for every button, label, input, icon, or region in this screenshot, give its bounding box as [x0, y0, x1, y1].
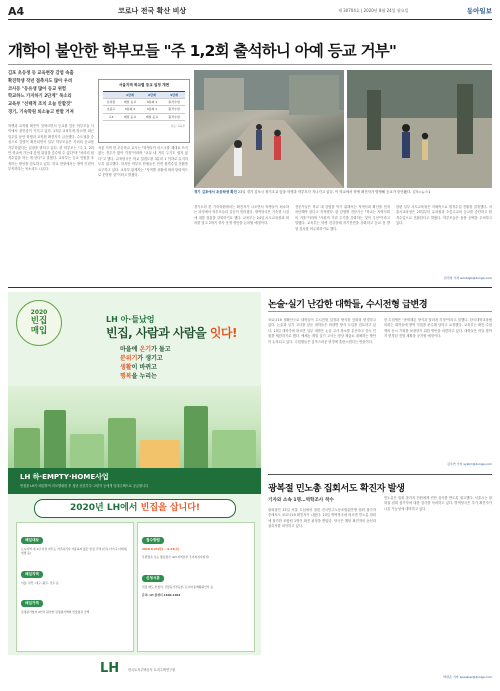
buy-banner-plain: 2020년 LH에서	[69, 503, 141, 513]
main-headline: 개학이 불안한 학부모들 "주 1,2회 출석하니 아예 등교 거부"	[8, 42, 397, 60]
panel-text: 도시지역 내 1년 이상 아무도 거주하거나 사용하지 않은 빈집 주택 (단독·다가구·다세대·연립 등)	[21, 547, 128, 556]
panel-heading: 매입대상	[21, 537, 43, 544]
subhead-line: 교육부 "선택적 조치 오늘 안할것"	[8, 102, 73, 108]
panel-text: 서울, 부산, 대구, 광주, 전주 등	[21, 580, 59, 585]
page-number: A4	[8, 5, 25, 18]
slogan-accent: 분위기	[120, 355, 138, 362]
program-title: LH 하·EMPTY·HOME사업	[20, 473, 109, 481]
story3-headline: 광복절 민노총 집회서도 확진자 발생	[268, 483, 405, 494]
table-title: 서울지역 학교별 등교 일정 개편	[118, 83, 170, 87]
story3-byline: 박상준 기자 speakup@donga.com	[443, 675, 492, 679]
ad-brand: LH 아·들났엉	[106, 315, 155, 324]
ad-slogan-line	[120, 362, 171, 371]
caption-title: 경기 김포에서 초등학생 확진	[194, 190, 237, 194]
table-cell: 매일 등교	[141, 114, 163, 121]
panel-text: 우편접수 또는 방문접수 (LH 지역본부 주거복지사업처)	[142, 555, 210, 560]
table-cell: 고3	[103, 114, 119, 121]
buy-banner-accent: 빈집을 삽니다!	[140, 503, 201, 513]
table-cell: 원격수업	[163, 99, 185, 106]
dateline: 제 30704호 | 2020년 8월 24일 월요일	[338, 8, 409, 13]
table-header	[103, 92, 119, 99]
panel-heading: 매입가격	[21, 600, 43, 607]
ad-headline	[106, 324, 237, 341]
headline-rule	[8, 64, 492, 65]
slogan-accent: 온기	[139, 346, 152, 353]
main-byline: 전주영 기자 aimhigh@donga.com	[443, 276, 492, 280]
table-cell: 원격수업	[163, 106, 185, 113]
ad-slogan-list	[120, 344, 171, 380]
photo-credit: 김포=뉴스1	[412, 190, 431, 194]
masthead	[8, 5, 492, 20]
story2-rule	[268, 311, 492, 312]
empty-house-badge	[16, 300, 62, 346]
table-source: 자료: 교육부	[170, 124, 185, 128]
subhead-line: 경기, 기숙학원 퇴소놓고 반발 거져	[8, 109, 74, 115]
lh-org-name: 한국토지주택공사 토지주택연구원	[128, 668, 176, 672]
subhead-line: 코사등 "등유생 많아 등교 위험	[8, 86, 67, 92]
program-desc: 빈집을 LH가 매입하여 리모델링한 후 청년·신혼부부·고령자 등에게 임대주택으로 공급합니다	[20, 484, 149, 488]
slogan-rest: 이 바뀌고	[131, 364, 157, 371]
ad-headline-plain: 빈집, 사람과 사람을	[106, 326, 207, 340]
contact-text: 문의: LH 콜센터 1600-1004	[142, 592, 181, 597]
story3-subhead: 기자와 소속 1명…역학조사 착수	[268, 498, 334, 503]
ad-slogan-line	[120, 344, 171, 353]
main-body-col-1: 학생과 교직원 확진이 잇따르면서 등교를 앞둔 학부모들 사이에서 불안감이 커지고 있다. 23일 교육부에 따르면 최근 일주일 동안 학생과 교직원 확진자가 급증했다. 수도권을 중심으로 감염이 확산되면서 일부 학부모들은 자녀의 등교를 거부하겠다는 입장을 밝히고 있다. 한 학부모는 "주 1, 2회만 학교에 가는데 감염 위험을 감수할 수 없다"며 "차라리 원격수업을 하는 게 낫다"고 말했다. 교육부는 등교 인원을 조정하는 방안을 검토하고 있다. 학교 현장에서는 방역 인력이 부족하다는 목소리도 나온다.	[8, 124, 94, 172]
subhead-line: 김포 초등생 등 교육현장 감염 속출	[8, 71, 74, 76]
buy-banner	[34, 499, 236, 518]
table-header: 1단계	[119, 92, 141, 99]
story2-body-col-2: 한 수험생은 "준비해온 방식과 달라져 걱정"이라고 말했다. 한국대학교육협의회는 대학들에 방역 지침을 준수해 달라고 요청했다. 교육부는 확진 수험생의 응시 기회를 보장하기 위한 방안을 마련하고 있다. 대학들은 이달 말까지 변경된 전형 계획을 공지할 예정이다.	[384, 318, 492, 339]
school-gate-photo	[347, 70, 492, 188]
photo-scene	[347, 70, 492, 188]
table-cell: 3분의 1	[141, 99, 163, 106]
slogan-accent: 생활	[120, 364, 132, 371]
panel-heading: 신청서류	[142, 575, 164, 582]
application-panel	[137, 522, 255, 652]
story2-body-col-1: 코로나19 재확산으로 대학들이 수시전형 일정과 방식을 잇따라 변경하고 있다. 논술과 실기 고사를 앞둔 대학들은 비대면 방식 도입을 검토하고 있다. 23일 대학가에 따르면 일부 대학은 논술 고사 장소를 분산하고 응시 인원을 제한하기로 했다. 예체능 계열 실기 고사는 영상 제출로 대체하는 방안이 논의되고 있다. 수험생들은 갑작스러운 변경에 혼란스럽다는 반응이다.	[268, 318, 376, 344]
eligibility-panel	[16, 522, 134, 652]
slogan-plain: 마을에	[120, 346, 140, 353]
table-header: 2단계	[141, 92, 163, 99]
table-grid	[103, 91, 185, 121]
slogan-accent: 행복	[120, 373, 132, 380]
badge-year: 2020	[30, 309, 48, 316]
slogan-rest: 을 누리는	[131, 373, 157, 380]
lh-logo: LH	[100, 661, 120, 676]
slogan-rest: 가 생기고	[137, 355, 163, 362]
subhead-line: 학교하느 가지하기 2단계" 목소리	[8, 94, 72, 100]
lh-footer	[8, 655, 261, 683]
schedule-table	[98, 79, 190, 143]
photo-scene	[194, 70, 344, 188]
panel-heading: 접수방법	[142, 537, 164, 544]
subhead-line: 확진학생 작년 접촉자도 많아 우려	[8, 78, 73, 84]
section-title: 코로나 전국 확산 비상	[118, 7, 187, 15]
photo-caption	[194, 190, 492, 195]
school-street-photo	[194, 70, 344, 188]
section-rule	[8, 287, 492, 288]
panel-text: 빈집 매도 신청서, 건물등기부등본, 토지이용계획확인서 등	[142, 584, 214, 589]
caption-text: 23일 경기 김포시 장기초교 앞을 학생과 학부모가 지나가고 있다. 이 학교에서 학생 확진자가 발생해 등교가 중단됐다.	[237, 190, 412, 194]
ad-headline-accent: 잇다!	[209, 326, 238, 340]
table-cell: 3분의 1	[141, 106, 163, 113]
badge-word: 매입	[30, 326, 48, 336]
table-cell: 3분의 2	[119, 106, 141, 113]
program-band	[8, 468, 261, 494]
panel-heading: 매입지역	[21, 571, 43, 578]
slogan-rest: 가 돌고	[151, 346, 171, 353]
table-cell: 초중고	[103, 106, 119, 113]
main-body-col-5: 한편 일부 시도교육청은 자체적으로 원격수업 전환을 결정했다. 서울시교육청은 25일부터 유치원과 초중고교의 등교를 중단하고 원격수업으로 전환한다고 밝혔다. 학부모들은 돌봄 공백을 우려하고 있다.	[396, 205, 492, 226]
ad-slogan-line	[120, 371, 171, 380]
ad-slogan-line	[120, 353, 171, 362]
story3-body-col-1: 광복절인 15일 서울 도심에서 열린 전국민주노동조합총연맹 집회 참가자 중에서도 코로나19 확진자가 나왔다. 23일 방역당국에 따르면 민노총 집회에 참가한 조합원 1명이 확진 판정을 받았다. 당국은 해당 확진자의 동선과 접촉자를 파악하고 있다.	[268, 508, 376, 529]
table-header: 3단계	[163, 92, 185, 99]
panel-text: 감정평가업자 2인이 평가한 감정평가액의 산술평균 금액	[21, 609, 90, 614]
table-cell: 원격수업	[163, 114, 185, 121]
panel-date: 2020.8.24(월) ~ 9.23(수)	[142, 547, 180, 551]
story2-headline: 논술·실기 난감한 대학들, 수시전형 급변경	[268, 299, 428, 310]
newspaper-logo: 동아일보	[466, 7, 492, 15]
town-illustration	[8, 386, 261, 468]
main-body-col-2: 서울 지역 한 초등학교 교사는 "학생들이 마스크를 제대로 쓰지 않는 경우가 많아 걱정"이라며 "교실 내 거리 두기도 쉽지 않다"고 했다. 교육당국은 학교 밀집도를 3분의 1 이하로 유지하도록 권고했다. 하지만 학부모 단체들은 전면 원격수업 전환을 요구하고 있다. 교육부 관계자는 "지역별 상황에 따라 탄력적으로 운영할 것"이라고 밝혔다.	[98, 146, 188, 178]
story-divider	[268, 474, 492, 475]
badge-word: 빈집	[30, 316, 48, 326]
subhead-block	[8, 70, 96, 117]
table-cell: 매일 등교	[119, 114, 141, 121]
lh-advertisement	[8, 292, 261, 683]
story3-body-col-2: 민노총은 집회 참가자 전원에게 진단 검사를 받도록 권고했다. 서울시는 광복절 집회 참가자에 대한 검사를 독려하고 있다. 방역당국은 추가 확진자가 나올 가능성에 대비하고 있다.	[384, 496, 492, 511]
main-body-col-4: 전문가들은 학교 내 감염을 막기 위해서는 지역사회 확산을 먼저 차단해야 한다고 지적했다. 한 감염병 전문가는 "학교는 지역사회의 거울"이라며 "사회적 거리 두기를 강화하는 것이 우선"이라고 말했다. 교육부는 학생 건강상태 자가진단을 강화하고 등교 전 발열 검사를 의무화하기로 했다.	[295, 205, 390, 231]
main-body-col-3: 경기도의 한 기숙학원에서는 확진자가 나오면서 학생들이 퇴소하는 과정에서 학부모들과 갈등이 빚어졌다. 방역당국은 기숙형 시설에 대한 점검을 강화하기로 했다. 교육부는 24일 시도교육청과 회의를 열고 2학기 학사 운영 방안을 논의할 예정이다.	[194, 205, 289, 226]
table-cell: 유치원	[103, 99, 119, 106]
table-cell: 매일 등교	[119, 99, 141, 106]
story2-byline: 김수연 기자 sykim@donga.com	[447, 462, 492, 466]
